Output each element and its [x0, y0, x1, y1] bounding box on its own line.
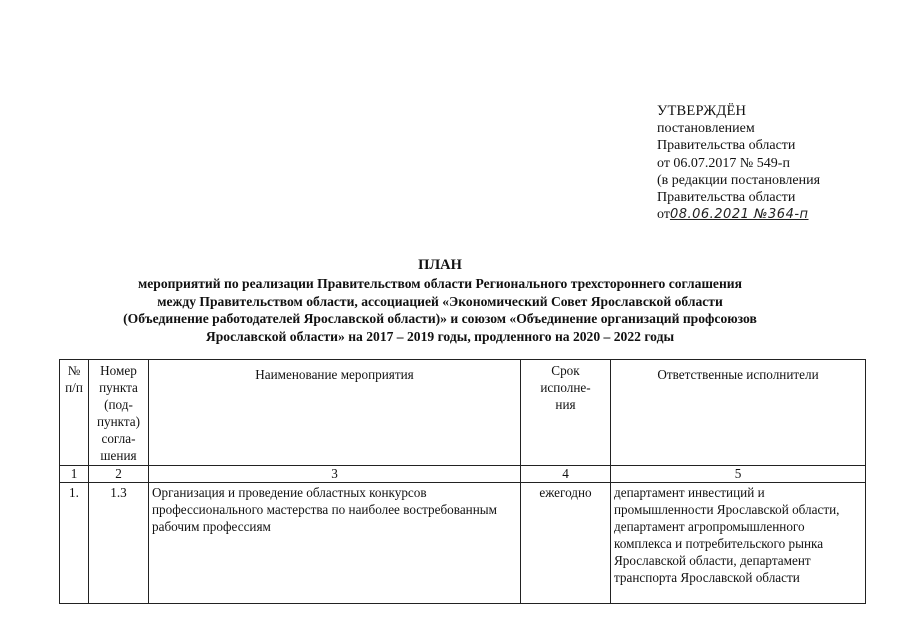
- header-executors-text: Ответственные исполнители: [657, 367, 819, 382]
- title-main: ПЛАН: [418, 257, 462, 273]
- header-point-line: шения: [100, 448, 137, 463]
- approval-line-6-prefix: от: [657, 207, 670, 223]
- row-number-text: 1.: [69, 485, 79, 500]
- table-header-row: [60, 360, 866, 466]
- approval-line-2: Правительства области: [657, 138, 796, 154]
- approval-line-6: [657, 206, 897, 223]
- column-number: 3: [149, 466, 521, 483]
- header-executors: [611, 360, 866, 466]
- document-title: [40, 257, 840, 346]
- row-point: [89, 483, 149, 604]
- header-term-line: ния: [555, 397, 576, 412]
- approval-line-1: постановлением: [657, 121, 755, 137]
- title-line-1: мероприятий по реализации Правительством области Регионального трехстороннего соглашения: [138, 275, 742, 291]
- row-executors: [611, 483, 866, 604]
- header-activity-name-text: Наименование мероприятия: [255, 367, 414, 382]
- row-executors-text: департамент инвестиций и промышленности Ярославской области, департамент агропромышленного комплекса и потребительского рынка Ярославской области, департамент транспорта Ярославской области: [614, 485, 840, 585]
- row-point-text: 1.3: [110, 485, 127, 500]
- header-point: [89, 360, 149, 466]
- title-line-2: между Правительством области, ассоциацией «Экономический Совет Ярославской области: [157, 293, 723, 309]
- title-line-4: Ярославской области» на 2017 – 2019 годы, продленного на 2020 – 2022 годы: [205, 329, 675, 345]
- column-numbers-row: [60, 466, 866, 483]
- row-activity-name: [149, 483, 521, 604]
- row-term: [521, 483, 611, 604]
- approval-stamp: [657, 103, 897, 223]
- header-activity-name: [149, 360, 521, 466]
- handwritten-amendment-number: 08.06.2021 №364-п: [669, 207, 809, 223]
- approval-heading: УТВЕРЖДЁН: [657, 103, 747, 119]
- table-row: [60, 483, 866, 604]
- header-number-line: п/п: [65, 380, 83, 395]
- header-number: [60, 360, 89, 466]
- header-point-line: (под-: [104, 397, 133, 412]
- plan-table: [59, 359, 866, 604]
- row-number: [60, 483, 89, 604]
- approval-line-5: Правительства области: [657, 190, 796, 206]
- header-term-line: Срок: [551, 363, 580, 378]
- header-point-line: пункта: [99, 380, 138, 395]
- column-number: 5: [611, 466, 866, 483]
- title-line-3: (Объединение работодателей Ярославской области)» и союзом «Объединение организаций профсоюзов: [123, 311, 757, 327]
- header-point-line: согла-: [101, 431, 136, 446]
- approval-line-4: (в редакции постановления: [657, 172, 821, 188]
- column-number: 1: [60, 466, 89, 483]
- header-point-line: пункта): [96, 414, 141, 429]
- header-number-line: №: [67, 363, 81, 378]
- header-term: [521, 360, 611, 466]
- column-number: 4: [521, 466, 611, 483]
- header-term-line: исполне-: [540, 380, 591, 395]
- column-number: 2: [89, 466, 149, 483]
- approval-line-3: от 06.07.2017 № 549-п: [657, 155, 790, 171]
- row-activity-name-text: Организация и проведение областных конкурсов профессионального мастерства по наиболее востребованным рабочим профессиям: [152, 485, 498, 534]
- row-term-text: ежегодно: [539, 485, 592, 500]
- header-point-line: Номер: [100, 363, 137, 378]
